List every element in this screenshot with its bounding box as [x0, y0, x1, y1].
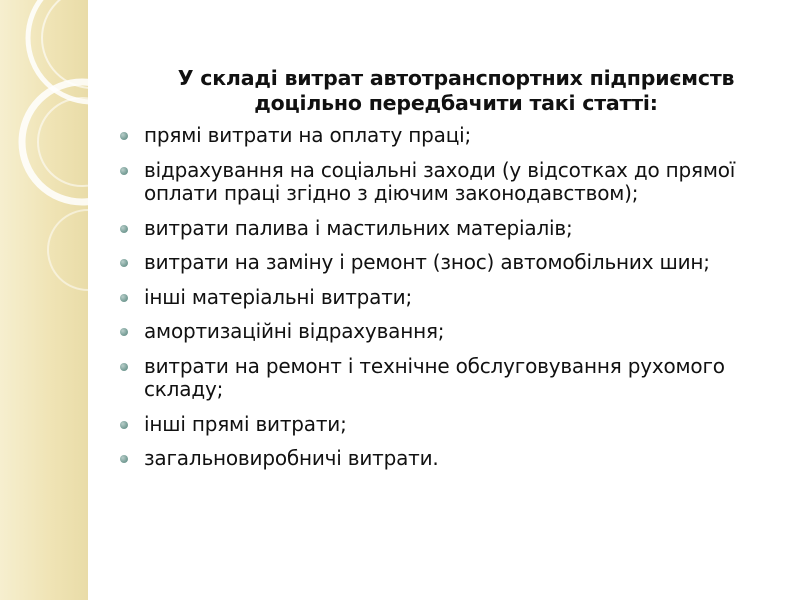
- bullet-dot-icon: [120, 132, 128, 140]
- list-item-text: витрати на ремонт і технічне обслуговування рухомого складу;: [144, 353, 725, 401]
- bullet-dot-icon: [120, 167, 128, 175]
- bullet-dot-icon: [120, 421, 128, 429]
- list-item: [118, 159, 758, 206]
- list-item-text: амортизаційні відрахування;: [144, 319, 445, 343]
- bullet-dot-icon: [120, 259, 128, 267]
- list-item: [118, 413, 758, 437]
- slide-heading: У складі витрат автотранспортних підприємств доцільно передбачити такі статті:: [177, 66, 735, 115]
- bullet-dot-icon: [120, 294, 128, 302]
- list-item-text: витрати на заміну і ремонт (знос) автомобільних шин;: [144, 250, 710, 274]
- list-item: [118, 447, 758, 471]
- list-item: [118, 320, 758, 344]
- bullet-dot-icon: [120, 225, 128, 233]
- bullet-list: [118, 124, 758, 471]
- decorative-rings: [0, 0, 88, 600]
- list-item: [118, 217, 758, 241]
- list-item: [118, 124, 758, 148]
- list-item: [118, 251, 758, 275]
- list-item-text: відрахування на соціальні заходи (у відсотках до прямої оплати праці згідно з діючим законодавством);: [144, 157, 736, 205]
- slide-content: [118, 66, 758, 482]
- bullet-dot-icon: [120, 363, 128, 371]
- bullet-dot-icon: [120, 455, 128, 463]
- list-item-text: інші прямі витрати;: [144, 411, 347, 436]
- list-item-text: інші матеріальні витрати;: [144, 284, 412, 309]
- list-item-text: прямі витрати на оплату праці;: [144, 123, 472, 147]
- list-item-text: витрати палива і мастильних матеріалів;: [144, 215, 573, 240]
- list-item: [118, 355, 758, 402]
- side-decoration-panel: [0, 0, 88, 600]
- bullet-dot-icon: [120, 328, 128, 336]
- list-item: [118, 286, 758, 310]
- list-item-text: загальновиробничі витрати.: [144, 446, 439, 470]
